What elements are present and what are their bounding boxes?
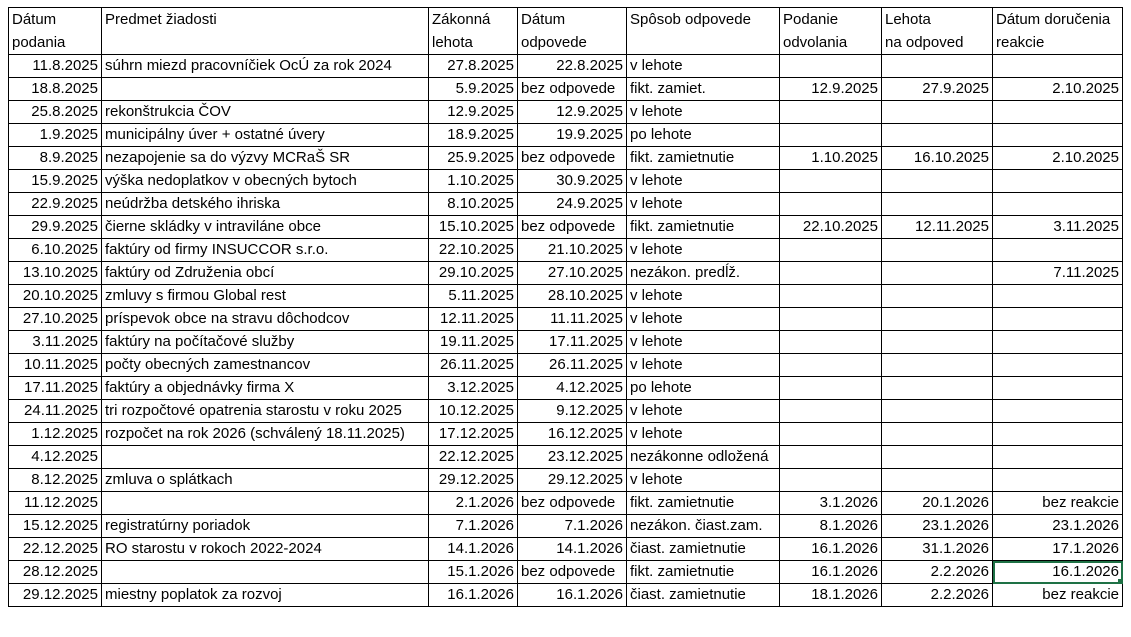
cell-datum-dorucenia[interactable]: 3.11.2025 <box>993 216 1123 239</box>
table-row <box>9 193 1123 216</box>
table-row <box>9 423 1123 446</box>
cell-datum-odpovede[interactable]: 26.11.2025 <box>518 354 627 377</box>
cell-zakonna-lehota[interactable]: 17.12.2025 <box>429 423 518 446</box>
cell-datum-podania[interactable]: 11.8.2025 <box>9 55 102 78</box>
cell-datum-podania[interactable]: 8.12.2025 <box>9 469 102 492</box>
cell-datum-podania[interactable]: 27.10.2025 <box>9 308 102 331</box>
cell-lehota-na-odpoved[interactable]: 27.9.2025 <box>882 78 993 101</box>
cell-sposob-odpovede[interactable]: v lehote <box>627 423 780 446</box>
cell-zakonna-lehota[interactable]: 15.1.2026 <box>429 561 518 584</box>
cell-podanie-odvolania[interactable] <box>780 354 882 377</box>
cell-datum-odpovede[interactable]: 9.12.2025 <box>518 400 627 423</box>
cell-sposob-odpovede[interactable]: v lehote <box>627 239 780 262</box>
cell-zakonna-lehota[interactable]: 12.11.2025 <box>429 308 518 331</box>
cell-datum-dorucenia[interactable] <box>993 124 1123 147</box>
cell-sposob-odpovede[interactable]: v lehote <box>627 331 780 354</box>
cell-datum-dorucenia[interactable] <box>993 446 1123 469</box>
cell-podanie-odvolania[interactable] <box>780 423 882 446</box>
cell-podanie-odvolania[interactable]: 3.1.2026 <box>780 492 882 515</box>
cell-datum-dorucenia[interactable] <box>993 239 1123 262</box>
cell-zakonna-lehota[interactable]: 1.10.2025 <box>429 170 518 193</box>
cell-datum-dorucenia[interactable] <box>993 400 1123 423</box>
cell-datum-podania[interactable]: 6.10.2025 <box>9 239 102 262</box>
cell-datum-odpovede[interactable]: 19.9.2025 <box>518 124 627 147</box>
cell-datum-odpovede[interactable]: 23.12.2025 <box>518 446 627 469</box>
cell-datum-odpovede[interactable]: bez odpovede <box>518 78 627 101</box>
cell-zakonna-lehota[interactable]: 18.9.2025 <box>429 124 518 147</box>
cell-lehota-na-odpoved[interactable] <box>882 124 993 147</box>
cell-datum-dorucenia[interactable] <box>993 469 1123 492</box>
cell-predmet[interactable]: faktúry od Združenia obcí <box>102 262 429 285</box>
cell-sposob-odpovede[interactable]: fikt. zamietnutie <box>627 492 780 515</box>
cell-lehota-na-odpoved[interactable] <box>882 239 993 262</box>
cell-zakonna-lehota[interactable]: 29.12.2025 <box>429 469 518 492</box>
cell-podanie-odvolania[interactable] <box>780 239 882 262</box>
cell-datum-odpovede[interactable]: 17.11.2025 <box>518 331 627 354</box>
cell-sposob-odpovede[interactable]: v lehote <box>627 193 780 216</box>
cell-datum-podania[interactable]: 28.12.2025 <box>9 561 102 584</box>
header-cell-datum-odpovede[interactable]: Dátum odpovede <box>518 8 627 55</box>
cell-zakonna-lehota[interactable]: 19.11.2025 <box>429 331 518 354</box>
cell-sposob-odpovede[interactable]: v lehote <box>627 400 780 423</box>
cell-zakonna-lehota[interactable]: 7.1.2026 <box>429 515 518 538</box>
cell-datum-odpovede[interactable]: 14.1.2026 <box>518 538 627 561</box>
cell-predmet[interactable]: zmluvy s firmou Global rest <box>102 285 429 308</box>
table-row <box>9 331 1123 354</box>
cell-datum-podania[interactable]: 22.12.2025 <box>9 538 102 561</box>
table-row <box>9 515 1123 538</box>
cell-datum-dorucenia[interactable] <box>993 354 1123 377</box>
table-row <box>9 124 1123 147</box>
cell-zakonna-lehota[interactable]: 8.10.2025 <box>429 193 518 216</box>
cell-sposob-odpovede[interactable]: fikt. zamietnutie <box>627 216 780 239</box>
table-row <box>9 446 1123 469</box>
cell-datum-odpovede[interactable]: 16.12.2025 <box>518 423 627 446</box>
cell-zakonna-lehota[interactable]: 16.1.2026 <box>429 584 518 607</box>
table-row <box>9 538 1123 561</box>
header-cell-datum-podania[interactable]: Dátum podania <box>9 8 102 55</box>
cell-lehota-na-odpoved[interactable] <box>882 285 993 308</box>
cell-datum-dorucenia[interactable]: 7.11.2025 <box>993 262 1123 285</box>
cell-podanie-odvolania[interactable] <box>780 400 882 423</box>
cell-datum-odpovede[interactable]: 21.10.2025 <box>518 239 627 262</box>
cell-datum-odpovede[interactable]: 22.8.2025 <box>518 55 627 78</box>
cell-datum-odpovede[interactable]: 12.9.2025 <box>518 101 627 124</box>
cell-lehota-na-odpoved[interactable]: 16.10.2025 <box>882 147 993 170</box>
cell-predmet[interactable]: čierne skládky v intraviláne obce <box>102 216 429 239</box>
cell-sposob-odpovede[interactable]: v lehote <box>627 101 780 124</box>
header-cell-predmet[interactable]: Predmet žiadosti <box>102 8 429 55</box>
table-row <box>9 101 1123 124</box>
cell-datum-dorucenia[interactable] <box>993 170 1123 193</box>
cell-predmet[interactable]: príspevok obce na stravu dôchodcov <box>102 308 429 331</box>
cell-predmet[interactable]: RO starostu v rokoch 2022-2024 <box>102 538 429 561</box>
cell-predmet[interactable]: faktúry na počítačové služby <box>102 331 429 354</box>
cell-zakonna-lehota[interactable]: 22.10.2025 <box>429 239 518 262</box>
cell-lehota-na-odpoved[interactable] <box>882 55 993 78</box>
cell-predmet[interactable]: rekonštrukcia ČOV <box>102 101 429 124</box>
table-row <box>9 377 1123 400</box>
table-row <box>9 170 1123 193</box>
cell-podanie-odvolania[interactable]: 22.10.2025 <box>780 216 882 239</box>
cell-datum-podania[interactable]: 24.11.2025 <box>9 400 102 423</box>
cell-datum-podania[interactable]: 15.12.2025 <box>9 515 102 538</box>
cell-sposob-odpovede[interactable]: nezákonne odložená <box>627 446 780 469</box>
cell-predmet[interactable]: nezapojenie sa do výzvy MCRaŠ SR <box>102 147 429 170</box>
header-cell-lehota-na-odpoved[interactable]: Lehota na odpoved <box>882 8 993 55</box>
cell-datum-dorucenia[interactable] <box>993 377 1123 400</box>
cell-datum-dorucenia[interactable] <box>993 193 1123 216</box>
cell-zakonna-lehota[interactable]: 25.9.2025 <box>429 147 518 170</box>
cell-datum-podania[interactable]: 22.9.2025 <box>9 193 102 216</box>
cell-sposob-odpovede[interactable]: fikt. zamietnutie <box>627 147 780 170</box>
cell-datum-podania[interactable]: 11.12.2025 <box>9 492 102 515</box>
cell-predmet[interactable]: zmluva o splátkach <box>102 469 429 492</box>
cell-podanie-odvolania[interactable] <box>780 469 882 492</box>
cell-predmet[interactable]: neúdržba detského ihriska <box>102 193 429 216</box>
cell-predmet[interactable]: faktúry a objednávky firma X <box>102 377 429 400</box>
cell-datum-dorucenia[interactable] <box>993 331 1123 354</box>
cell-predmet[interactable]: faktúry od firmy INSUCCOR s.r.o. <box>102 239 429 262</box>
cell-sposob-odpovede[interactable]: nezákon. čiast.zam. <box>627 515 780 538</box>
cell-predmet[interactable]: výška nedoplatkov v obecných bytoch <box>102 170 429 193</box>
table-row <box>9 78 1123 101</box>
cell-sposob-odpovede[interactable]: v lehote <box>627 469 780 492</box>
cell-zakonna-lehota[interactable]: 12.9.2025 <box>429 101 518 124</box>
cell-podanie-odvolania[interactable] <box>780 170 882 193</box>
cell-predmet[interactable]: súhrn miezd pracovníčiek OcÚ za rok 2024 <box>102 55 429 78</box>
cell-zakonna-lehota[interactable]: 26.11.2025 <box>429 354 518 377</box>
header-cell-podanie-odvolania[interactable]: Podanie odvolania <box>780 8 882 55</box>
cell-datum-podania[interactable]: 17.11.2025 <box>9 377 102 400</box>
cell-podanie-odvolania[interactable] <box>780 285 882 308</box>
cell-podanie-odvolania[interactable] <box>780 308 882 331</box>
cell-podanie-odvolania[interactable] <box>780 262 882 285</box>
cell-zakonna-lehota[interactable]: 5.11.2025 <box>429 285 518 308</box>
table-row <box>9 492 1123 515</box>
cell-lehota-na-odpoved[interactable] <box>882 331 993 354</box>
cell-datum-dorucenia[interactable]: 16.1.2026 <box>993 561 1123 584</box>
cell-datum-podania[interactable]: 20.10.2025 <box>9 285 102 308</box>
cell-lehota-na-odpoved[interactable] <box>882 308 993 331</box>
cell-predmet[interactable]: počty obecných zamestnancov <box>102 354 429 377</box>
cell-sposob-odpovede[interactable]: v lehote <box>627 354 780 377</box>
cell-podanie-odvolania[interactable] <box>780 377 882 400</box>
cell-datum-dorucenia[interactable]: 2.10.2025 <box>993 78 1123 101</box>
cell-lehota-na-odpoved[interactable]: 23.1.2026 <box>882 515 993 538</box>
cell-lehota-na-odpoved[interactable] <box>882 170 993 193</box>
cell-sposob-odpovede[interactable]: po lehote <box>627 124 780 147</box>
cell-zakonna-lehota[interactable]: 3.12.2025 <box>429 377 518 400</box>
cell-sposob-odpovede[interactable]: v lehote <box>627 285 780 308</box>
cell-zakonna-lehota[interactable]: 14.1.2026 <box>429 538 518 561</box>
table-row <box>9 147 1123 170</box>
cell-datum-podania[interactable]: 3.11.2025 <box>9 331 102 354</box>
cell-datum-podania[interactable]: 8.9.2025 <box>9 147 102 170</box>
header-cell-datum-dorucenia[interactable]: Dátum doručenia reakcie <box>993 8 1123 55</box>
cell-podanie-odvolania[interactable] <box>780 446 882 469</box>
cell-datum-dorucenia[interactable]: bez reakcie <box>993 492 1123 515</box>
cell-predmet[interactable]: miestny poplatok za rozvoj <box>102 584 429 607</box>
table-row <box>9 308 1123 331</box>
cell-datum-dorucenia[interactable]: 2.10.2025 <box>993 147 1123 170</box>
cell-datum-podania[interactable]: 18.8.2025 <box>9 78 102 101</box>
cell-sposob-odpovede[interactable]: čiast. zamietnutie <box>627 584 780 607</box>
cell-datum-dorucenia[interactable] <box>993 308 1123 331</box>
cell-datum-odpovede[interactable]: bez odpovede <box>518 147 627 170</box>
cell-datum-odpovede[interactable]: 24.9.2025 <box>518 193 627 216</box>
cell-lehota-na-odpoved[interactable]: 31.1.2026 <box>882 538 993 561</box>
cell-zakonna-lehota[interactable]: 22.12.2025 <box>429 446 518 469</box>
cell-predmet[interactable]: registratúrny poriadok <box>102 515 429 538</box>
cell-datum-odpovede[interactable]: 30.9.2025 <box>518 170 627 193</box>
cell-podanie-odvolania[interactable] <box>780 101 882 124</box>
cell-datum-dorucenia[interactable] <box>993 285 1123 308</box>
cell-lehota-na-odpoved[interactable]: 20.1.2026 <box>882 492 993 515</box>
cell-podanie-odvolania[interactable]: 12.9.2025 <box>780 78 882 101</box>
cell-podanie-odvolania[interactable]: 8.1.2026 <box>780 515 882 538</box>
header-cell-sposob-odpovede[interactable]: Spôsob odpovede <box>627 8 780 55</box>
header-cell-zakonna-lehota[interactable]: Zákonná lehota <box>429 8 518 55</box>
cell-podanie-odvolania[interactable] <box>780 124 882 147</box>
cell-podanie-odvolania[interactable]: 16.1.2026 <box>780 561 882 584</box>
cell-sposob-odpovede[interactable]: v lehote <box>627 308 780 331</box>
table-row <box>9 354 1123 377</box>
cell-datum-podania[interactable]: 4.12.2025 <box>9 446 102 469</box>
cell-podanie-odvolania[interactable] <box>780 55 882 78</box>
cell-lehota-na-odpoved[interactable]: 2.2.2026 <box>882 561 993 584</box>
cell-datum-dorucenia[interactable]: bez reakcie <box>993 584 1123 607</box>
cell-datum-podania[interactable]: 1.9.2025 <box>9 124 102 147</box>
cell-datum-podania[interactable]: 29.12.2025 <box>9 584 102 607</box>
cell-zakonna-lehota[interactable]: 5.9.2025 <box>429 78 518 101</box>
cell-datum-dorucenia[interactable] <box>993 423 1123 446</box>
cell-datum-odpovede[interactable]: bez odpovede <box>518 561 627 584</box>
cell-datum-podania[interactable]: 15.9.2025 <box>9 170 102 193</box>
table-row <box>9 285 1123 308</box>
cell-lehota-na-odpoved[interactable] <box>882 423 993 446</box>
cell-datum-dorucenia[interactable] <box>993 101 1123 124</box>
cell-datum-dorucenia[interactable] <box>993 55 1123 78</box>
cell-podanie-odvolania[interactable] <box>780 193 882 216</box>
cell-podanie-odvolania[interactable] <box>780 331 882 354</box>
cell-zakonna-lehota[interactable]: 2.1.2026 <box>429 492 518 515</box>
table-row <box>9 584 1123 607</box>
cell-zakonna-lehota[interactable]: 29.10.2025 <box>429 262 518 285</box>
cell-lehota-na-odpoved[interactable] <box>882 377 993 400</box>
cell-datum-odpovede[interactable]: bez odpovede <box>518 216 627 239</box>
cell-datum-podania[interactable]: 13.10.2025 <box>9 262 102 285</box>
cell-sposob-odpovede[interactable]: čiast. zamietnutie <box>627 538 780 561</box>
cell-sposob-odpovede[interactable]: nezákon. predĺž. <box>627 262 780 285</box>
cell-sposob-odpovede[interactable]: v lehote <box>627 55 780 78</box>
cell-datum-dorucenia[interactable]: 17.1.2026 <box>993 538 1123 561</box>
cell-lehota-na-odpoved[interactable] <box>882 469 993 492</box>
cell-predmet[interactable]: tri rozpočtové opatrenia starostu v roku 2025 <box>102 400 429 423</box>
cell-datum-odpovede[interactable]: bez odpovede <box>518 492 627 515</box>
table-row <box>9 262 1123 285</box>
cell-lehota-na-odpoved[interactable]: 2.2.2026 <box>882 584 993 607</box>
cell-zakonna-lehota[interactable]: 15.10.2025 <box>429 216 518 239</box>
cell-predmet[interactable] <box>102 446 429 469</box>
data-table <box>8 7 1123 607</box>
cell-sposob-odpovede[interactable]: fikt. zamietnutie <box>627 561 780 584</box>
table-row <box>9 216 1123 239</box>
cell-datum-odpovede[interactable]: 7.1.2026 <box>518 515 627 538</box>
cell-datum-odpovede[interactable]: 4.12.2025 <box>518 377 627 400</box>
cell-datum-dorucenia[interactable]: 23.1.2026 <box>993 515 1123 538</box>
table-row <box>9 239 1123 262</box>
cell-zakonna-lehota[interactable]: 10.12.2025 <box>429 400 518 423</box>
table-row <box>9 561 1123 584</box>
cell-lehota-na-odpoved[interactable] <box>882 400 993 423</box>
cell-podanie-odvolania[interactable]: 1.10.2025 <box>780 147 882 170</box>
cell-lehota-na-odpoved[interactable]: 12.11.2025 <box>882 216 993 239</box>
cell-sposob-odpovede[interactable]: fikt. zamiet. <box>627 78 780 101</box>
spreadsheet <box>8 7 1123 607</box>
cell-predmet[interactable]: municipálny úver + ostatné úvery <box>102 124 429 147</box>
cell-lehota-na-odpoved[interactable] <box>882 446 993 469</box>
cell-predmet[interactable] <box>102 561 429 584</box>
cell-datum-odpovede[interactable]: 29.12.2025 <box>518 469 627 492</box>
cell-zakonna-lehota[interactable]: 27.8.2025 <box>429 55 518 78</box>
cell-sposob-odpovede[interactable]: v lehote <box>627 170 780 193</box>
cell-datum-podania[interactable]: 29.9.2025 <box>9 216 102 239</box>
cell-podanie-odvolania[interactable]: 18.1.2026 <box>780 584 882 607</box>
table-row <box>9 400 1123 423</box>
cell-datum-odpovede[interactable]: 27.10.2025 <box>518 262 627 285</box>
cell-podanie-odvolania[interactable]: 16.1.2026 <box>780 538 882 561</box>
cell-datum-odpovede[interactable]: 16.1.2026 <box>518 584 627 607</box>
cell-lehota-na-odpoved[interactable] <box>882 101 993 124</box>
table-row <box>9 55 1123 78</box>
table-row <box>9 469 1123 492</box>
cell-datum-odpovede[interactable]: 11.11.2025 <box>518 308 627 331</box>
cell-datum-podania[interactable]: 25.8.2025 <box>9 101 102 124</box>
cell-sposob-odpovede[interactable]: po lehote <box>627 377 780 400</box>
header-row <box>9 8 1123 55</box>
cell-predmet[interactable]: rozpočet na rok 2026 (schválený 18.11.2025) <box>102 423 429 446</box>
cell-predmet[interactable] <box>102 492 429 515</box>
cell-datum-podania[interactable]: 1.12.2025 <box>9 423 102 446</box>
cell-lehota-na-odpoved[interactable] <box>882 193 993 216</box>
cell-lehota-na-odpoved[interactable] <box>882 262 993 285</box>
cell-datum-odpovede[interactable]: 28.10.2025 <box>518 285 627 308</box>
cell-datum-podania[interactable]: 10.11.2025 <box>9 354 102 377</box>
cell-lehota-na-odpoved[interactable] <box>882 354 993 377</box>
cell-predmet[interactable] <box>102 78 429 101</box>
